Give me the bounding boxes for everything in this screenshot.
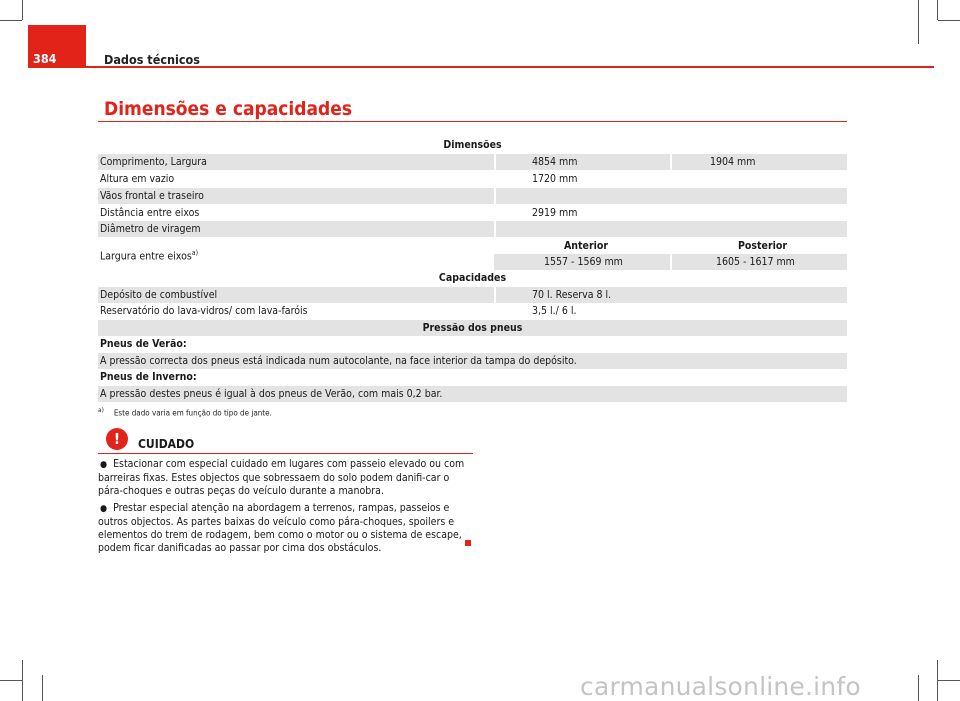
crop-mark [938,20,960,21]
row-label: Vãos frontal e traseiro [100,190,204,202]
crop-mark [937,0,938,20]
row-label: Distância entre eixos [100,207,200,219]
row-value: 1720 mm [532,173,578,185]
track-front-header: Anterior [564,240,609,252]
table-row [98,171,847,187]
row-value: 70 l. Reserva 8 l. [532,289,612,301]
section-title: Dados técnicos [104,52,200,67]
row-label: Diâmetro de viragem [100,223,201,235]
track-label-text: Largura entre eixos [100,250,192,263]
warning-bullet-text: Prestar especial atenção na abordagem a terrenos, rampas, passeios e outros objectos. As partes baixas do veículo como pára-choques, spoilers e elementos do trem de rodagem, bem como o motor ou o sistema de escape, podem ficar danificadas ao passar por cima dos obstáculos. [98,502,462,554]
table-row [98,303,847,319]
warning-rule [98,453,473,454]
footnote [98,406,272,418]
title-rule [98,121,847,122]
summer-tyres-text: A pressão correcta dos pneus está indicada num autocolante, na face interior da tampa do depósito. [100,355,577,367]
warning-bullet-2 [98,502,470,555]
row-value: 4854 mm [532,156,578,168]
track-rear-value: 1605 - 1617 mm [716,256,795,268]
warning-title: CUIDADO [138,437,195,451]
track-rear-header: Posterior [738,240,788,252]
footnote-text: Este dado varia em função do tipo de jante. [113,408,272,418]
dimensions-heading: Dimensões [443,139,502,151]
table-header-dimensions [98,137,847,153]
page-number: 384 [28,25,86,68]
bullet-icon: ● [100,460,108,470]
row-label: Depósito de combustível [100,289,218,301]
crop-mark [918,675,919,701]
row-label: Reservatório do lava-vidros/ com lava-faróis [100,305,308,317]
cell-divider [670,154,672,170]
crop-mark [938,680,960,681]
winter-tyres-text: A pressão destes pneus é igual à dos pneus de Verão, com mais 0,2 bar. [100,388,443,400]
header-rule [86,66,934,68]
track-label [100,245,198,265]
crop-mark [22,0,23,20]
end-mark-icon [465,540,471,546]
crop-mark [42,675,43,701]
table-row [98,386,847,402]
crop-mark [937,660,938,701]
table-row [98,336,847,352]
warning-bullet-1 [98,458,470,498]
table-row [98,221,847,237]
cell-divider [670,254,672,270]
winter-tyres-label: Pneus de Inverno: [100,371,197,383]
table-header-capacities [98,270,847,286]
crop-mark [918,0,919,44]
table-header-pressure [98,320,847,336]
track-label-cell [98,237,494,271]
table-row [98,205,847,221]
footnote-ref: a) [191,249,199,257]
track-front-value: 1557 - 1569 mm [544,256,623,268]
table-row [98,287,847,303]
footnote-marker: a) [98,406,104,414]
row-value: 1904 mm [710,156,756,168]
table-row [98,369,847,385]
row-value: 3,5 l./ 6 l. [532,305,577,317]
crop-mark [22,660,23,701]
table-row [98,154,847,170]
cell-divider [494,154,496,238]
row-label: Comprimento, Largura [100,156,207,168]
exclamation-icon: ! [106,428,128,450]
crop-mark [0,680,22,681]
pressure-heading: Pressão dos pneus [422,322,523,334]
row-label: Altura em vazio [100,173,175,185]
capacities-heading: Capacidades [438,272,507,284]
summer-tyres-label: Pneus de Verão: [100,338,187,350]
bullet-icon: ● [100,504,108,514]
cell-divider [494,287,496,319]
watermark: carmanualsonline.info [580,672,861,701]
table-row [98,353,847,369]
page-title: Dimensões e capacidades [104,98,353,120]
crop-mark [0,20,22,21]
row-value: 2919 mm [532,207,578,219]
warning-bullet-text: Estacionar com especial cuidado em lugares com passeio elevado ou com barreiras fixas. Estes objectos que sobressaem do solo podem danifi-car o pára-choques e outras peças do veículo durante a manobra. [98,458,465,497]
table-row [98,188,847,204]
